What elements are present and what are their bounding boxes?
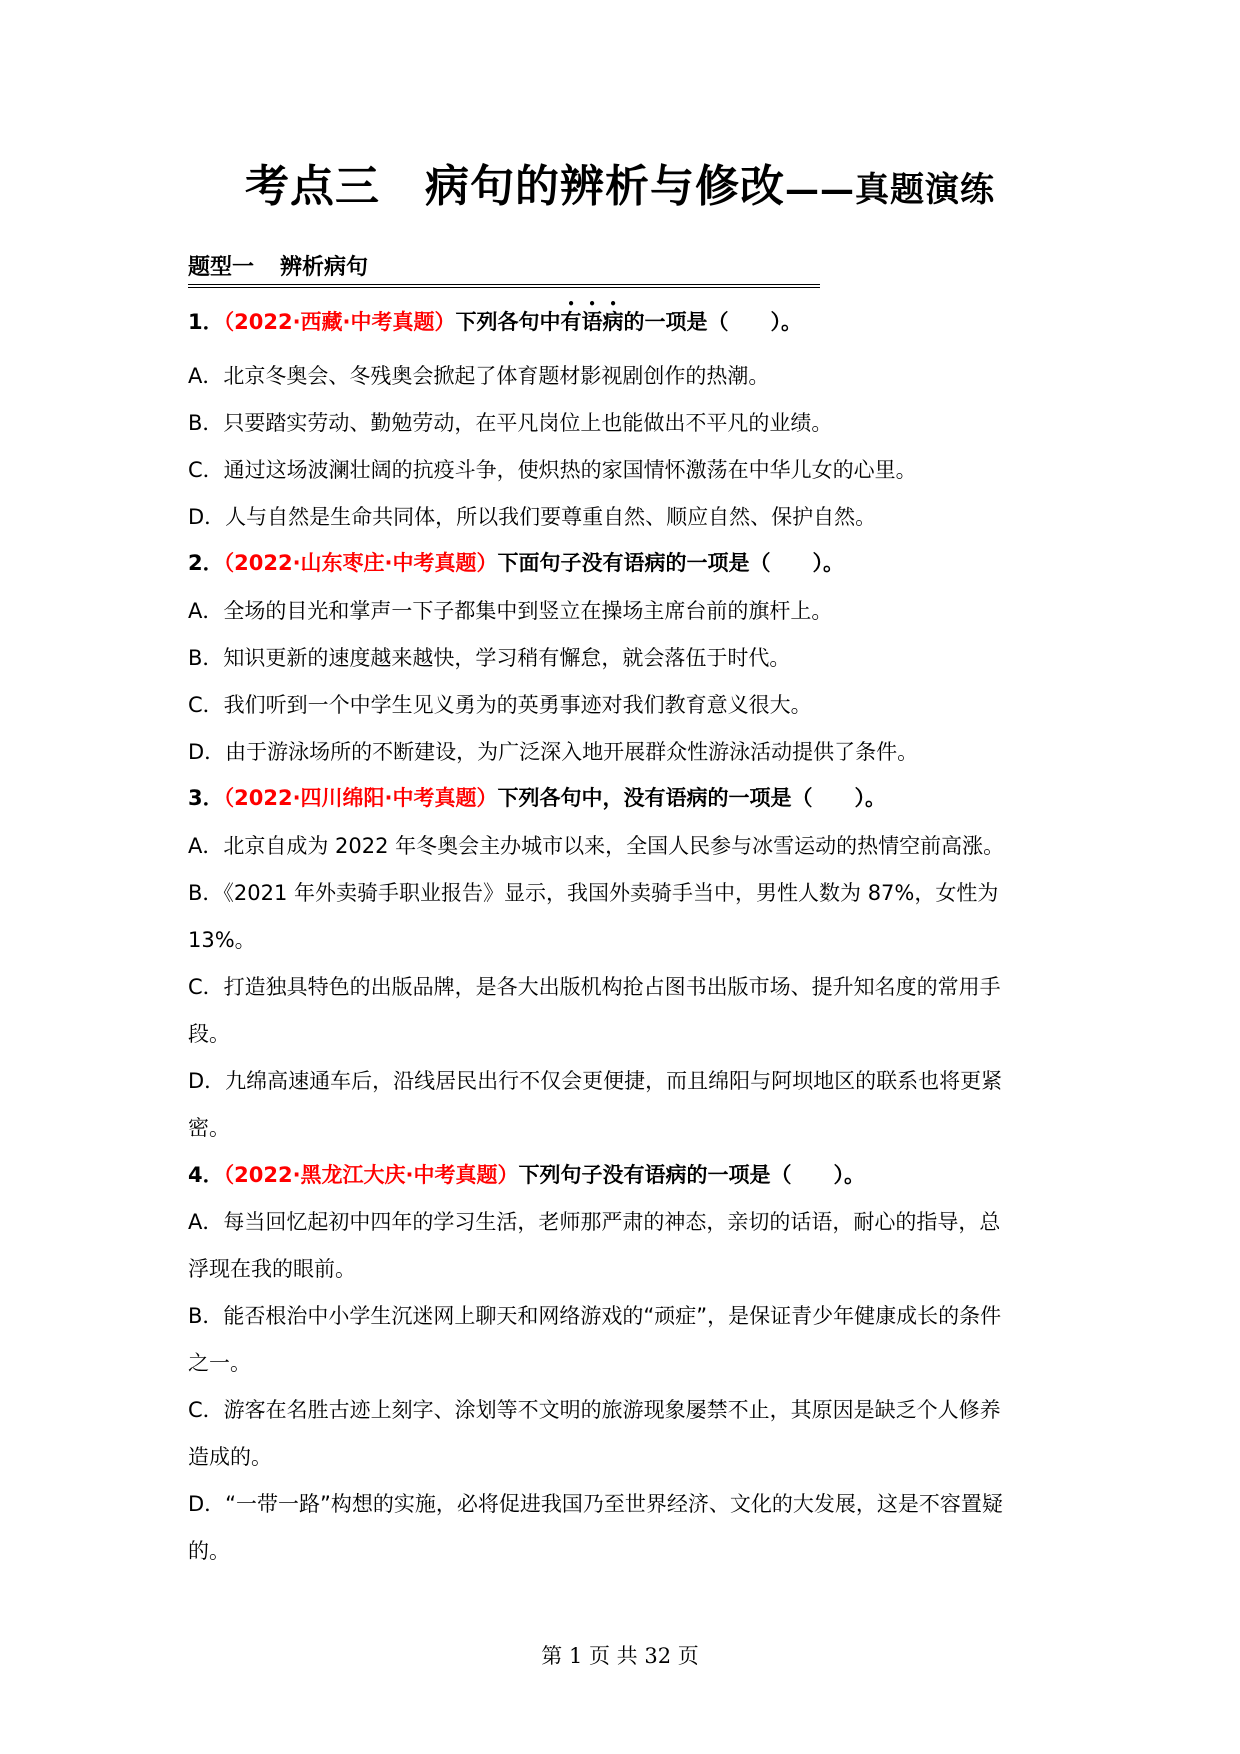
question-3-stem <box>188 784 886 812</box>
title-sub: ——真题演练 <box>785 170 995 210</box>
option-d-cont: 密。 <box>188 1116 230 1140</box>
question-stem: 下面句子没有语病的一项是（ ）。 <box>497 551 845 575</box>
option-a-cont: 浮现在我的眼前。 <box>188 1257 356 1281</box>
option-a: A．全场的目光和掌声一下子都集中到竖立在操场主席台前的旗杆上。 <box>188 599 833 623</box>
question-source: （2022·山东枣庄·中考真题） <box>223 551 498 575</box>
emphasis-char: 语 <box>581 310 603 334</box>
option-a: A．每当回忆起初中四年的学习生活，老师那严肃的神态，亲切的话语，耐心的指导，总 <box>188 1210 1001 1234</box>
question-source: （2022·四川绵阳·中考真题） <box>223 786 498 810</box>
option-b-cont: 之一。 <box>188 1351 251 1375</box>
section-heading <box>188 250 820 288</box>
option-b-cont: 13%。 <box>188 928 256 952</box>
option-b: B．《2021 年外卖骑手职业报告》显示，我国外卖骑手当中，男性人数为 87%，女性为 <box>188 881 999 905</box>
option-b: B．能否根治中小学生沉迷网上聊天和网络游戏的“顽症”，是保证青少年健康成长的条件 <box>188 1304 1002 1328</box>
option-c: C．打造独具特色的出版品牌，是各大出版机构抢占图书出版市场、提升知名度的常用手 <box>188 975 1001 999</box>
option-d-cont: 的。 <box>188 1539 230 1563</box>
question-number: 4． <box>188 1163 224 1187</box>
page-footer: 第 1 页 共 32 页 <box>541 1644 699 1668</box>
title-main: 考点三 病句的辨析与修改 <box>245 161 785 212</box>
question-stem: 下列各句中 <box>455 310 561 334</box>
option-d: D．由于游泳场所的不断建设，为广泛深入地开展群众性游泳活动提供了条件。 <box>188 740 919 764</box>
option-c-cont: 造成的。 <box>188 1445 272 1469</box>
question-stem: 下列句子没有语病的一项是（ ）。 <box>518 1163 866 1187</box>
option-b: B．只要踏实劳动、勤勉劳动，在平凡岗位上也能做出不平凡的业绩。 <box>188 411 833 435</box>
option-b: B．知识更新的速度越来越快，学习稍有懈怠，就会落伍于时代。 <box>188 646 791 670</box>
question-number: 1． <box>188 310 224 334</box>
option-d: D．九绵高速通车后，沿线居民出行不仅会更便捷，而且绵阳与阿坝地区的联系也将更紧 <box>188 1069 1003 1093</box>
question-number: 3． <box>188 786 224 810</box>
question-2-stem <box>188 549 844 577</box>
option-c-cont: 段。 <box>188 1022 230 1046</box>
option-a: A．北京自成为 2022 年冬奥会主办城市以来，全国人民参与冰雪运动的热情空前高涨。 <box>188 834 1005 858</box>
question-source: （2022·黑龙江大庆·中考真题） <box>223 1163 519 1187</box>
question-stem: 下列各句中，没有语病的一项是（ ）。 <box>497 786 887 810</box>
option-d: D．人与自然是生命共同体，所以我们要尊重自然、顺应自然、保护自然。 <box>188 505 877 529</box>
question-1-stem <box>188 308 802 336</box>
option-a: A．北京冬奥会、冬残奥会掀起了体育题材影视剧创作的热潮。 <box>188 364 770 388</box>
option-c: C．游客在名胜古迹上刻字、涂划等不文明的旅游现象屡禁不止，其原因是缺乏个人修养 <box>188 1398 1001 1422</box>
option-d: D．“一带一路”构想的实施，必将促进我国乃至世界经济、文化的大发展，这是不容置疑 <box>188 1492 1003 1516</box>
question-4-stem <box>188 1161 865 1189</box>
question-number: 2． <box>188 551 224 575</box>
emphasis-char: 有 <box>560 310 582 334</box>
emphasis-char: 病 <box>602 310 624 334</box>
page-title <box>0 150 1240 214</box>
question-source: （2022·西藏·中考真题） <box>223 310 456 334</box>
section-name: 辨析病句 <box>280 255 369 280</box>
option-c: C．我们听到一个中学生见义勇为的英勇事迹对我们教育意义很大。 <box>188 693 812 717</box>
section-label: 题型一 <box>188 255 255 280</box>
question-stem: 的一项是（ ）。 <box>623 310 803 334</box>
option-c: C．通过这场波澜壮阔的抗疫斗争，使炽热的家国情怀激荡在中华儿女的心里。 <box>188 458 917 482</box>
